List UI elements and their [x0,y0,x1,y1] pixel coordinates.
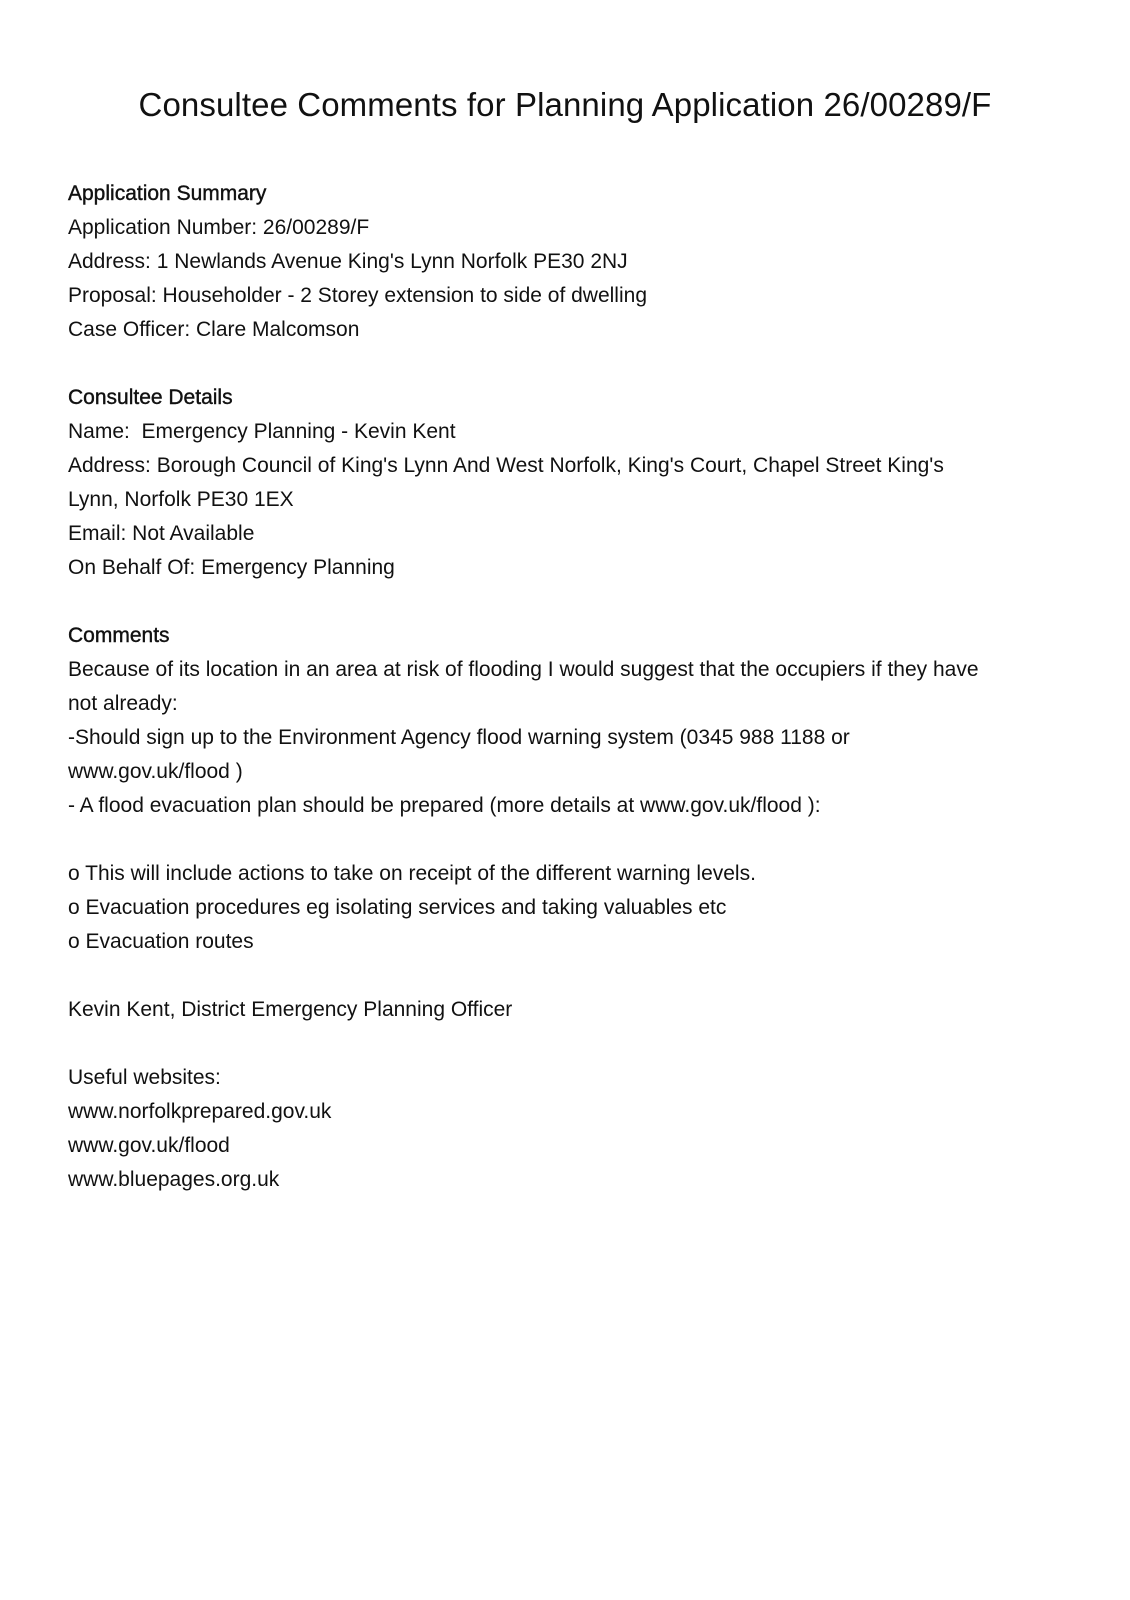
application-address: Address: 1 Newlands Avenue King's Lynn Norfolk PE30 2NJ [68,250,628,273]
consultee-address-line-2: Lynn, Norfolk PE30 1EX [68,488,294,511]
website-link: www.gov.uk/flood [68,1134,230,1157]
website-link: www.bluepages.org.uk [68,1168,280,1191]
consultee-on-behalf-of: On Behalf Of: Emergency Planning [68,556,395,579]
application-number: Application Number: 26/00289/F [68,216,370,239]
website-link: www.norfolkprepared.gov.uk [68,1100,332,1123]
list-item: o Evacuation routes [68,930,254,953]
comments-intro-line-2: not already: [68,692,178,715]
paragraph-spacer [68,823,1068,857]
paragraph-spacer [68,959,1068,993]
application-summary-section [68,177,1068,347]
document-body [68,177,1068,1197]
list-item: o Evacuation procedures eg isolating services and taking valuables etc [68,896,727,919]
consultee-name: Name: Emergency Planning - Kevin Kent [68,420,456,443]
section-spacer [68,347,1068,381]
section-spacer [68,585,1068,619]
paragraph-spacer [68,1027,1068,1061]
signature: Kevin Kent, District Emergency Planning Officer [68,998,513,1021]
comments-point-1-line-1: -Should sign up to the Environment Agency flood warning system (0345 988 1188 or [68,726,850,749]
application-proposal: Proposal: Householder - 2 Storey extension to side of dwelling [68,284,647,307]
case-officer: Case Officer: Clare Malcomson [68,318,360,341]
websites-label: Useful websites: [68,1066,221,1089]
application-summary-heading: Application Summary [68,182,267,205]
comments-heading: Comments [68,624,170,647]
comments-intro-line-1: Because of its location in an area at risk of flooding I would suggest that the occupiers if they have [68,658,979,681]
consultee-address-line-1: Address: Borough Council of King's Lynn And West Norfolk, King's Court, Chapel Street King's [68,454,944,477]
page-title: Consultee Comments for Planning Application 26/00289/F [138,86,992,123]
consultee-details-section [68,381,1068,585]
comments-point-2: - A flood evacuation plan should be prepared (more details at www.gov.uk/flood ): [68,794,821,817]
consultee-email: Email: Not Available [68,522,255,545]
consultee-details-heading: Consultee Details [68,386,233,409]
list-item: o This will include actions to take on receipt of the different warning levels. [68,862,756,885]
comments-section [68,619,1068,1197]
comments-point-1-line-2: www.gov.uk/flood ) [68,760,243,783]
